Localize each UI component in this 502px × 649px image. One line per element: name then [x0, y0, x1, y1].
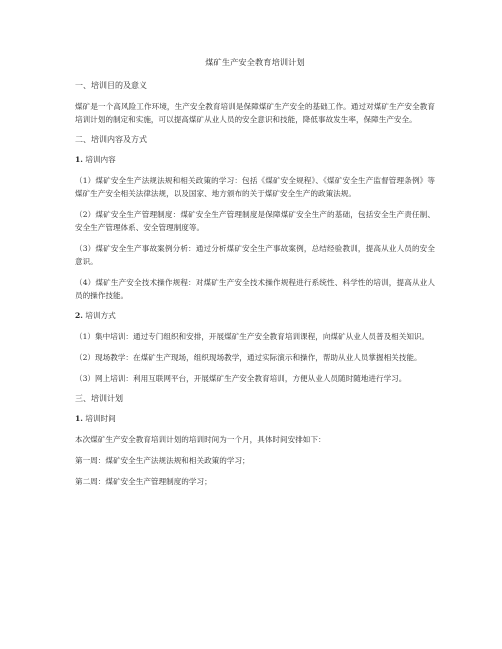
list-item: （4）煤矿生产安全技术操作规程：对煤矿生产安全技术操作规程进行系统性、科学性的培训，提高从业人员的操作技能。 — [75, 278, 435, 300]
subsection-number: 2. — [75, 311, 83, 320]
subsection-label: 培训时间 — [85, 414, 116, 423]
document-title: 煤矿生产安全教育培训计划 — [205, 57, 305, 67]
subsection-heading — [75, 154, 435, 166]
list-item: （2）煤矿安全生产管理制度：煤矿安全生产管理制度是保障煤矿安全生产的基础，包括安全生产责任制、安全生产管理体系、安全管理制度等。 — [75, 210, 435, 232]
paragraph-line: 第二周：煤矿安全生产管理制度的学习； — [75, 477, 212, 486]
section-heading-2: 二、培训内容及方式 — [75, 135, 147, 144]
subsection-number: 1. — [75, 414, 83, 423]
list-item: （1）集中培训：通过专门组织和安排，开展煤矿生产安全教育培训课程，向煤矿从业人员普及相关知识。 — [75, 332, 430, 341]
list-item: （1）煤矿安全生产法规法规和相关政策的学习：包括《煤矿安全规程》、《煤矿安全生产监督管理条例》等煤矿生产安全相关法律法规，以及国家、地方颁布的关于煤矿安全生产的政策法规。 — [75, 176, 435, 198]
list-item: （3）煤矿安全生产事故案例分析：通过分析煤矿安全生产事故案例，总结经验教训，提高从业人员的安全意识。 — [75, 244, 435, 266]
subsection-number: 1. — [75, 155, 83, 164]
subsection-label: 培训内容 — [85, 155, 116, 164]
subsection-heading — [75, 310, 435, 322]
subsection-label: 培训方式 — [85, 311, 116, 320]
list-item: （3）网上培训：利用互联网平台，开展煤矿生产安全教育培训，方便从业人员随时随地进行学习。 — [75, 374, 407, 383]
list-item: （2）现场教学：在煤矿生产现场，组织现场教学，通过实际演示和操作，帮助从业人员掌握相关技能。 — [75, 353, 422, 362]
paragraph-line: 第一周：煤矿安全生产法规法规和相关政策的学习； — [75, 456, 250, 465]
document-content — [75, 56, 435, 496]
subsection-heading — [75, 413, 435, 425]
paragraph-line: 本次煤矿生产安全教育培训计划的培训时间为一个月，具体时间安排如下： — [75, 435, 326, 444]
section-heading-3: 三、培训计划 — [75, 394, 123, 403]
section-heading-1: 一、培训目的及意义 — [75, 81, 147, 90]
section-1-body: 煤矿是一个高风险工作环境，生产安全教育培训是保障煤矿生产安全的基础工作。通过对煤矿生产安全教育培训计划的制定和实施，可以提高煤矿从业人员的安全意识和技能，降低事故发生率，保障生产安全。 — [75, 102, 435, 124]
